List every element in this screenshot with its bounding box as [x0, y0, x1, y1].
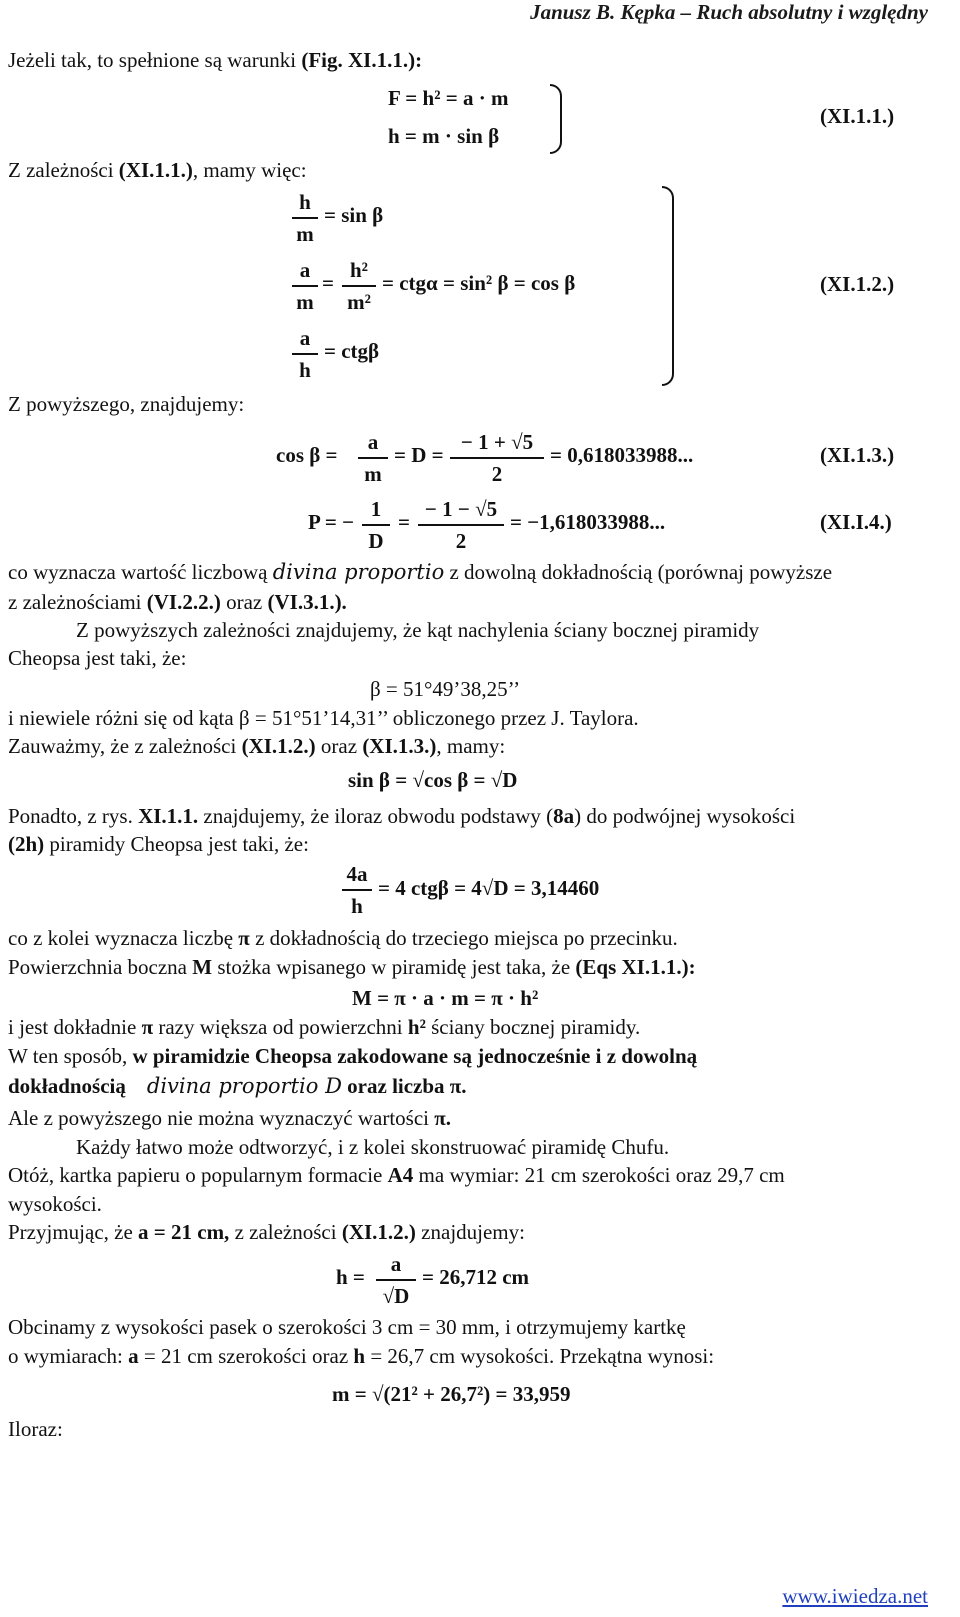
denominator: m — [296, 222, 314, 246]
reference-eq: (VI.2.2.) — [146, 590, 221, 614]
text-run: Jeżeli tak, to spełnione są warunki — [8, 48, 302, 72]
denominator: 2 — [491, 462, 503, 486]
equals-sign: = — [398, 510, 410, 534]
text-run: oraz — [315, 734, 363, 758]
equation-number: (XI.1.2.) — [820, 272, 895, 296]
text-run: , mamy: — [436, 734, 506, 758]
paragraph-line — [8, 926, 678, 951]
text-run: o wymiarach: — [8, 1344, 129, 1368]
reference-eq: (XI.1.3.) — [362, 734, 437, 758]
fraction — [358, 430, 388, 486]
text-run: a = 21 cm, — [138, 1220, 230, 1244]
equation-line: h = m · sin β — [388, 124, 500, 148]
equation-line: = ctgα = sin² β = cos β — [382, 271, 576, 295]
fraction — [292, 190, 318, 246]
paragraph-line — [8, 158, 307, 183]
equation-number: (XI.1.3.) — [820, 443, 895, 467]
paragraph-line — [8, 706, 639, 731]
paragraph-line — [8, 804, 795, 829]
text-run: z zależności — [229, 1220, 342, 1244]
text-run: , mamy więc: — [192, 158, 307, 182]
text-run: Z zależności — [8, 158, 119, 182]
reference-eq: (XI.1.2.) — [341, 1220, 416, 1244]
text-run: M — [192, 955, 213, 979]
numerator: h — [299, 190, 311, 214]
equation-line: = 4 ctgβ = 4√D = 3,14460 — [378, 876, 600, 900]
denominator: m — [364, 462, 382, 486]
brace-bracket — [662, 186, 674, 386]
equation-rhs: = −1,618033988... — [510, 510, 666, 534]
paragraph-line: Cheopsa jest taki, że: — [8, 646, 187, 670]
text-run: a — [128, 1344, 139, 1368]
numerator: a — [390, 1252, 402, 1276]
paragraph-line: Iloraz: — [8, 1417, 63, 1441]
text-run: co wyznacza wartość liczbową — [8, 560, 273, 584]
text-run: h — [353, 1344, 366, 1368]
fraction — [342, 862, 372, 918]
equation-line: m = √(21² + 26,7²) = 33,959 — [332, 1382, 571, 1406]
fraction — [450, 430, 544, 486]
paragraph-line — [8, 734, 505, 759]
reference-fig: XI.1.1. — [138, 804, 199, 828]
equation-rhs: = 26,712 cm — [422, 1265, 530, 1289]
equation-rhs: = 0,618033988... — [550, 443, 694, 467]
equation-lhs: cos β = — [276, 443, 338, 467]
text-run: znajdujemy, że iloraz obwodu podstawy ( — [198, 804, 554, 828]
fraction — [342, 258, 376, 314]
text-run: = 21 cm szerokości oraz — [138, 1344, 354, 1368]
text-run: Otóż, kartka papieru o popularnym formacie — [8, 1163, 388, 1187]
numerator: a — [299, 326, 311, 350]
text-run: dokładnością — [8, 1074, 126, 1098]
paragraph-line — [8, 955, 696, 980]
text-run: stożka wpisanego w piramidę jest taka, że — [212, 955, 576, 979]
fraction — [362, 497, 390, 553]
paragraph-line: Każdy łatwo może odtworzyć, i z kolei skonstruować piramidę Chufu. — [76, 1135, 670, 1159]
footer-website-link[interactable]: www.iwiedza.net — [782, 1584, 928, 1608]
equation-number: (XI.I.4.) — [820, 510, 892, 534]
equation-line: M = π · a · m = π · h² — [352, 986, 539, 1010]
text-run: z dokładnością do trzeciego miejsca po przecinku. — [249, 926, 678, 950]
text-run: znajdujemy: — [415, 1220, 525, 1244]
paragraph-line — [8, 48, 422, 73]
equation-mid: = D = — [394, 443, 444, 467]
pi-symbol: π — [141, 1015, 154, 1039]
equation-line: = sin β — [324, 203, 384, 227]
text-run: Powierzchnia boczna — [8, 955, 193, 979]
numerator: − 1 − √5 — [424, 497, 498, 521]
numerator: − 1 + √5 — [460, 430, 534, 454]
reference-eq: (XI.1.1.) — [118, 158, 193, 182]
equals-sign: = — [322, 271, 334, 295]
fraction — [376, 1252, 416, 1308]
paragraph-line — [8, 590, 347, 615]
paragraph-line — [8, 1163, 785, 1188]
paragraph-line — [8, 1344, 714, 1369]
paragraph-line — [8, 560, 926, 585]
denominator: D — [368, 529, 384, 553]
denominator: h — [351, 894, 363, 918]
numerator: 1 — [370, 497, 382, 521]
text-run: (2h) — [8, 832, 45, 856]
text-run: razy większa od powierzchni — [153, 1015, 408, 1039]
equation-lhs: P = − — [308, 510, 355, 534]
pi-symbol: π. — [434, 1106, 451, 1130]
fraction — [292, 258, 318, 314]
text-run: Przyjmując, że — [8, 1220, 139, 1244]
text-run: Zauważmy, że z zależności — [8, 734, 242, 758]
text-run: i jest dokładnie — [8, 1015, 142, 1039]
text-run: z dowolną dokładnością (porównaj powyższe — [444, 560, 833, 584]
paragraph-line: Z powyższych zależności znajdujemy, że kąt nachylenia ściany bocznej piramidy — [76, 618, 760, 642]
paragraph-line — [8, 1220, 525, 1245]
text-run: i niewiele różni się od kąta — [8, 706, 239, 730]
text-run: oraz — [220, 590, 268, 614]
denominator: h — [299, 358, 311, 382]
text-run: Ponadto, z rys. — [8, 804, 139, 828]
paragraph-line: Obcinamy z wysokości pasek o szerokości 3 cm = 30 mm, i otrzymujemy kartkę — [8, 1315, 686, 1339]
text-run: W ten sposób, — [8, 1044, 133, 1068]
numerator: h² — [350, 258, 368, 282]
reference-eq: (Eqs XI.1.1.): — [575, 955, 696, 979]
equation-lhs: h = — [336, 1265, 365, 1289]
paragraph-line — [8, 1044, 926, 1069]
numerator: a — [299, 258, 311, 282]
divina-proportio-term: divina proportio — [272, 560, 445, 584]
text-run: ) do podwójnej wysokości — [574, 804, 796, 828]
text-run: w piramidzie Cheopsa zakodowane są jednocześnie i z dowolną — [132, 1044, 698, 1068]
text-run: oraz liczba π. — [341, 1074, 467, 1098]
equation-line: sin β = √cos β = √D — [348, 768, 518, 792]
text-run: h² — [407, 1015, 426, 1039]
reference-fig: (Fig. XI.1.1.): — [301, 48, 423, 72]
text-run: piramidy Cheopsa jest taki, że: — [44, 832, 309, 856]
numerator: a — [367, 430, 379, 454]
paragraph-line — [8, 832, 309, 857]
reference-eq: (VI.3.1.). — [267, 590, 347, 614]
equation-number: (XI.1.1.) — [820, 104, 895, 128]
paragraph-line — [8, 1074, 467, 1099]
angle-value: β = 51°51’14,31’’ — [238, 706, 388, 730]
text-run: = 26,7 cm wysokości. Przekątna wynosi: — [365, 1344, 715, 1368]
text-run: obliczonego przez J. Taylora. — [387, 706, 639, 730]
paragraph-line — [8, 1106, 451, 1131]
text-run: ściany bocznej piramidy. — [425, 1015, 641, 1039]
paragraph-line — [8, 1015, 640, 1040]
brace-bracket — [550, 84, 562, 154]
numerator: 4a — [346, 862, 368, 886]
pi-symbol: π — [238, 926, 250, 950]
denominator: 2 — [455, 529, 467, 553]
fraction — [418, 497, 504, 553]
denominator: √D — [382, 1284, 410, 1308]
reference-eq: (XI.1.2.) — [241, 734, 316, 758]
paragraph-line: wysokości. — [8, 1192, 102, 1216]
document-header: Janusz B. Kępka – Ruch absolutny i względny — [530, 0, 928, 24]
text-run: Ale z powyższego nie można wyznaczyć wartości — [8, 1106, 435, 1130]
equation-line: β = 51°49’38,25’’ — [370, 677, 521, 701]
denominator: m² — [347, 290, 371, 314]
text-run: z zależnościami — [8, 590, 147, 614]
paragraph-line: Z powyższego, znajdujemy: — [8, 392, 245, 416]
divina-proportio-term: divina proportio D — [146, 1074, 342, 1098]
equation-line: F = h² = a · m — [388, 86, 509, 110]
equation-line: = ctgβ — [324, 339, 380, 363]
text-run: A4 — [387, 1163, 414, 1187]
fraction — [292, 326, 318, 382]
text-run: co z kolei wyznacza liczbę — [8, 926, 239, 950]
text-run: 8a — [553, 804, 575, 828]
text-run: ma wymiar: 21 cm szerokości oraz 29,7 cm — [413, 1163, 785, 1187]
denominator: m — [296, 290, 314, 314]
